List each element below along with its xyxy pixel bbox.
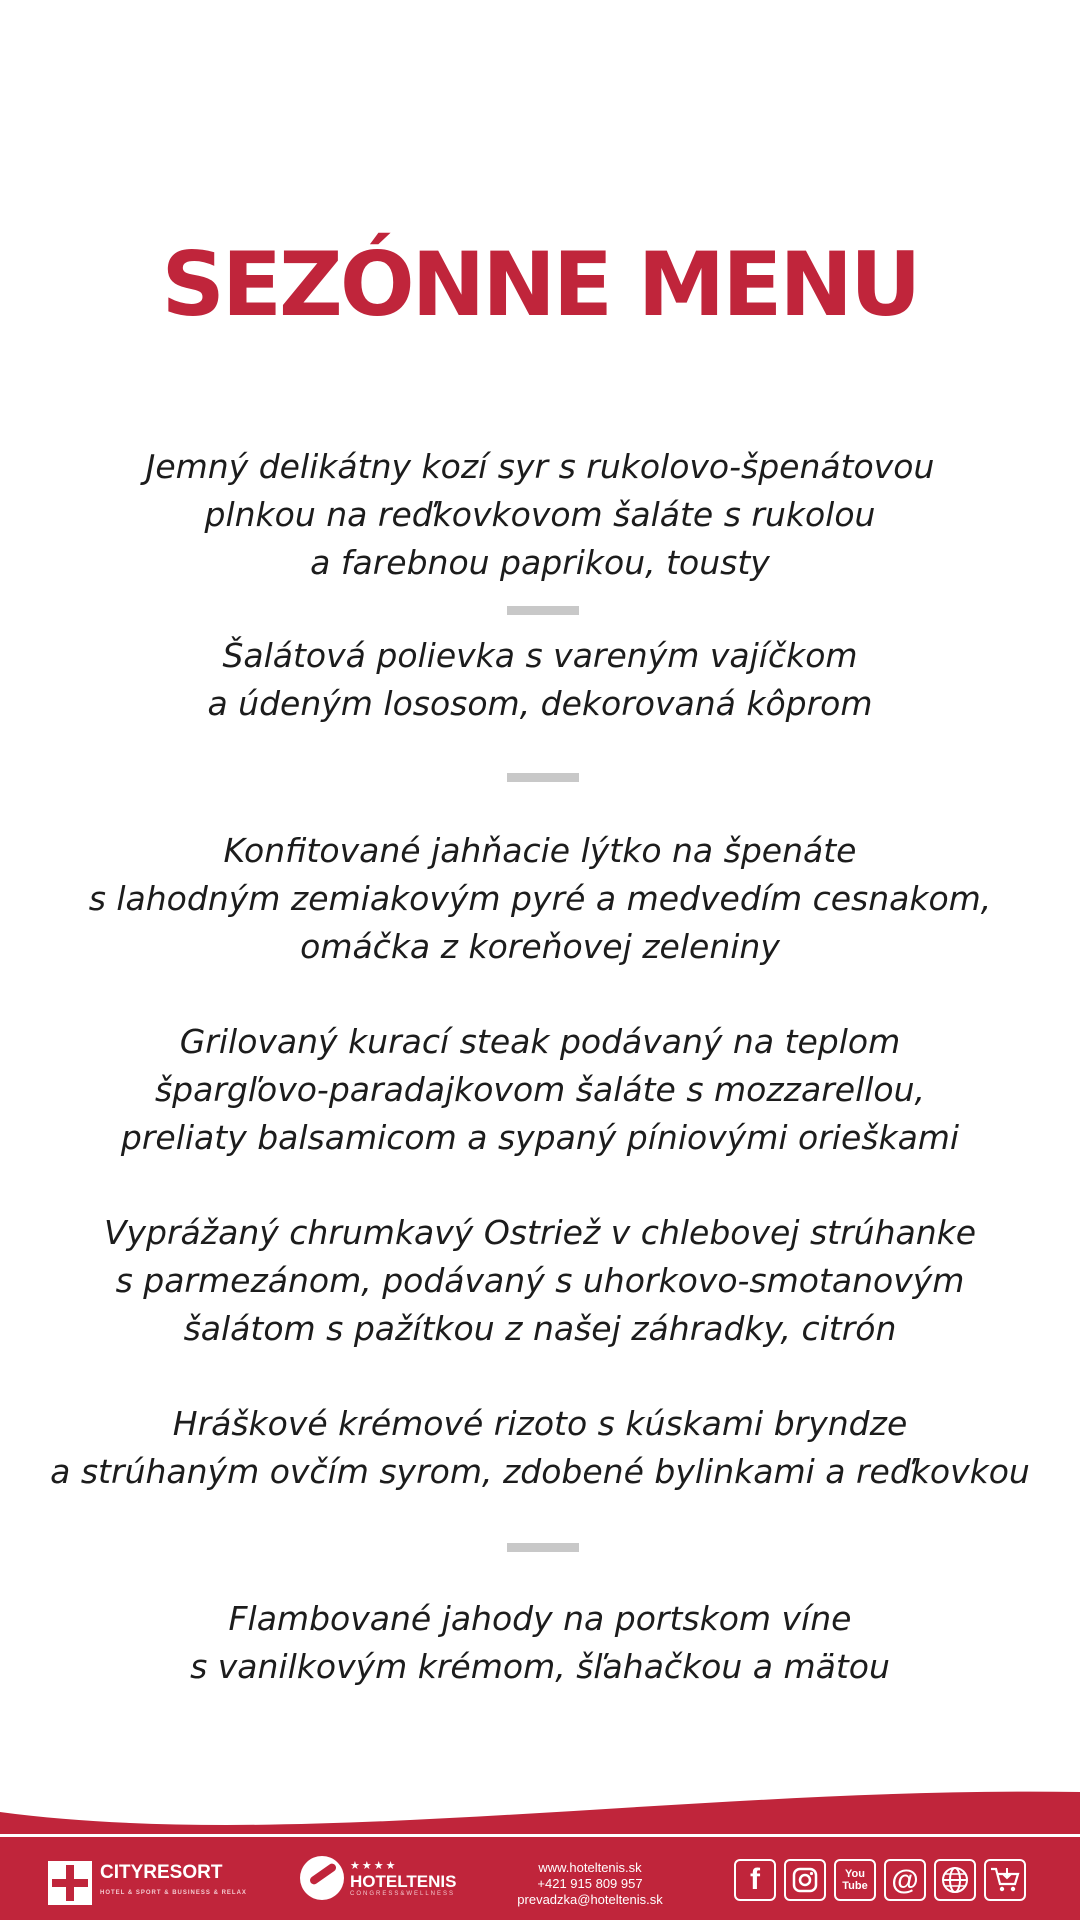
- web-icon[interactable]: [934, 1859, 976, 1901]
- separator: [507, 773, 579, 782]
- hoteltenis-logo: [300, 1856, 456, 1900]
- contact-block: [500, 1860, 680, 1908]
- menu-item-main-chicken: Grilovaný kurací steak podávaný na teplom špargľovo-paradajkovom šaláte s mozzarellou, preliaty balsamicom a sypaný píniovými orieškami: [120, 1022, 960, 1157]
- instagram-icon[interactable]: [784, 1859, 826, 1901]
- facebook-icon[interactable]: f: [734, 1859, 776, 1901]
- email-icon[interactable]: @: [884, 1859, 926, 1901]
- menu-item-dessert: Flambované jahody na portskom víne s vanilkovým krémom, šľahačkou a mätou: [190, 1599, 890, 1686]
- youtube-icon[interactable]: You Tube: [834, 1859, 876, 1901]
- cross-icon: [48, 1861, 92, 1905]
- separator: [507, 1543, 579, 1552]
- cityresort-tagline: HOTEL & SPORT & BUSINESS & RELAX: [100, 1890, 247, 1896]
- tennis-ball-icon: [300, 1856, 344, 1900]
- separator: [507, 606, 579, 615]
- cart-icon[interactable]: [984, 1859, 1026, 1901]
- cityresort-logo: [48, 1860, 247, 1906]
- cityresort-name: CITYRESORT: [100, 1862, 223, 1883]
- hoteltenis-tagline: CONGRESS&WELLNESS: [350, 1890, 456, 1897]
- hoteltenis-name: HOTELTENIS: [350, 1871, 457, 1891]
- social-icons: [734, 1859, 1026, 1901]
- hotel-stars: ★★★★: [350, 1859, 398, 1872]
- menu-item-main-fish: Vyprážaný chrumkavý Ostriež v chlebovej strúhanke s parmezánom, podávaný s uhorkovo-smotanovým šalátom s pažítkou z našej záhradky, citrón: [103, 1213, 977, 1348]
- email-link[interactable]: prevadzka@hoteltenis.sk: [517, 1892, 663, 1907]
- menu-item-starter: Jemný delikátny kozí syr s rukolovo-špenátovou plnkou na reďkovkovom šaláte s rukolou a farebnou paprikou, tousty: [145, 447, 935, 582]
- website-link[interactable]: www.hoteltenis.sk: [538, 1860, 642, 1875]
- menu-item-soup: Šalátová polievka s vareným vajíčkom a údeným lososom, dekorovaná kôprom: [207, 636, 873, 723]
- menu-item-main-risotto: Hráškové krémové rizoto s kúskami bryndze a strúhaným ovčím syrom, zdobené bylinkami a reďkovkou: [50, 1404, 1030, 1491]
- phone-number[interactable]: +421 915 809 957: [537, 1876, 643, 1891]
- menu-title: SEZÓNNE MENU: [161, 233, 919, 336]
- menu-item-main-lamb: Konfitované jahňacie lýtko na špenáte s lahodným zemiakovým pyré a medvedím cesnakom, omáčka z koreňovej zeleniny: [88, 831, 992, 966]
